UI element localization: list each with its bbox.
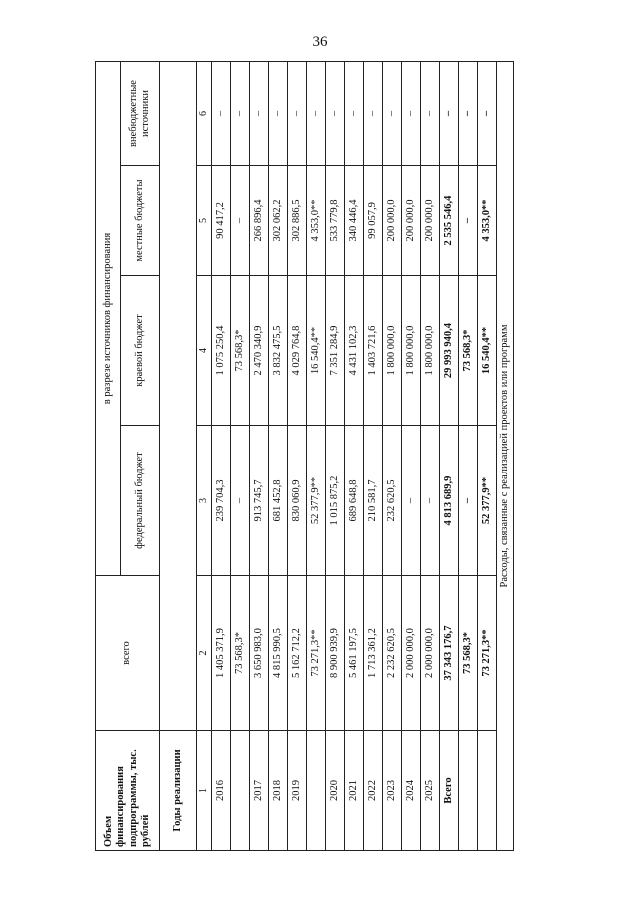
year-cell — [307, 731, 326, 851]
local-cell: 200 000,0 — [402, 166, 421, 276]
index-cell: 6 — [197, 61, 212, 165]
total-cell: 5 461 197,5 — [345, 576, 364, 731]
table-row — [402, 61, 421, 850]
local-cell: 4 353,0** — [307, 166, 326, 276]
extra-cell: – — [288, 61, 307, 165]
local-cell: 266 896,4 — [250, 166, 269, 276]
total-cell: 1 713 361,2 — [364, 576, 383, 731]
local-cell: 99 057,9 — [364, 166, 383, 276]
table-row — [421, 61, 440, 850]
total-regional-cell: 16 540,4** — [478, 276, 497, 426]
extra-cell: – — [345, 61, 364, 165]
total-cell: 1 405 371,9 — [212, 576, 231, 731]
year-cell: 2020 — [326, 731, 345, 851]
regional-cell: 4 431 102,3 — [345, 276, 364, 426]
table-row — [231, 61, 250, 850]
regional-cell: 1 075 250,4 — [212, 276, 231, 426]
extra-cell: – — [269, 61, 288, 165]
total-regional-cell: 29 993 940,4 — [440, 276, 459, 426]
extra-cell: – — [402, 61, 421, 165]
page-number: 36 — [312, 34, 328, 50]
header-spacer — [160, 61, 197, 730]
total-federal-cell: – — [459, 426, 478, 576]
extra-cell: – — [421, 61, 440, 165]
extra-cell: – — [383, 61, 402, 165]
total-total-cell: 37 343 176,7 — [440, 576, 459, 731]
local-cell: 302 062,2 — [269, 166, 288, 276]
year-cell: 2016 — [212, 731, 231, 851]
federal-cell: – — [402, 426, 421, 576]
regional-cell: 3 832 475,5 — [269, 276, 288, 426]
local-cell: 200 000,0 — [421, 166, 440, 276]
index-cell: 2 — [197, 576, 212, 731]
table-row — [269, 61, 288, 850]
index-cell: 3 — [197, 426, 212, 576]
federal-cell: 830 060,9 — [288, 426, 307, 576]
total-cell: 2 000 000,0 — [402, 576, 421, 731]
table-row — [345, 61, 364, 850]
regional-cell: 73 568,3* — [231, 276, 250, 426]
footnote: Расходы, связанные с реализацией проектов или программ — [497, 61, 514, 850]
total-row — [459, 61, 478, 850]
regional-cell: 1 800 000,0 — [383, 276, 402, 426]
table-row — [383, 61, 402, 850]
regional-cell: 1 800 000,0 — [421, 276, 440, 426]
extra-cell: – — [250, 61, 269, 165]
total-cell: 5 162 712,2 — [288, 576, 307, 731]
total-cell: 73 568,3* — [231, 576, 250, 731]
index-cell: 4 — [197, 276, 212, 426]
table-row — [212, 61, 231, 850]
rotated-page — [95, 62, 640, 847]
local-cell: 200 000,0 — [383, 166, 402, 276]
federal-cell: 210 581,7 — [364, 426, 383, 576]
financing-table — [95, 61, 514, 851]
year-cell: 2025 — [421, 731, 440, 851]
regional-cell: 1 800 000,0 — [402, 276, 421, 426]
federal-cell: 681 452,8 — [269, 426, 288, 576]
total-cell: 73 271,3** — [307, 576, 326, 731]
total-label-cell — [478, 731, 497, 851]
index-row — [197, 61, 212, 850]
total-federal-cell: 52 377,9** — [478, 426, 497, 576]
local-cell: 533 779,8 — [326, 166, 345, 276]
regional-cell: 16 540,4** — [307, 276, 326, 426]
extra-cell: – — [326, 61, 345, 165]
landscape-table-container — [95, 62, 510, 851]
year-cell: 2022 — [364, 731, 383, 851]
table-row — [326, 61, 345, 850]
table-row — [250, 61, 269, 850]
extra-cell: – — [212, 61, 231, 165]
regional-cell: 7 351 284,9 — [326, 276, 345, 426]
year-cell: 2017 — [250, 731, 269, 851]
federal-cell: 689 648,8 — [345, 426, 364, 576]
total-cell: 8 900 939,9 — [326, 576, 345, 731]
federal-cell: 52 377,9** — [307, 426, 326, 576]
total-extra-cell: – — [478, 61, 497, 165]
total-cell: 2 232 620,5 — [383, 576, 402, 731]
header-regional: краевой бюджет — [121, 276, 160, 426]
extra-cell: – — [364, 61, 383, 165]
total-local-cell: 2 535 546,4 — [440, 166, 459, 276]
header-federal: федеральный бюджет — [121, 426, 160, 576]
regional-cell: 2 470 340,9 — [250, 276, 269, 426]
header-local: местные бюджеты — [121, 166, 160, 276]
extra-cell: – — [231, 61, 250, 165]
total-extra-cell: – — [459, 61, 478, 165]
index-cell: 5 — [197, 166, 212, 276]
header-sources: в разрезе источников финансирования — [96, 61, 121, 575]
table-row — [307, 61, 326, 850]
total-cell: 2 000 000,0 — [421, 576, 440, 731]
year-cell: 2018 — [269, 731, 288, 851]
header-left: Объем финансирования подпрограммы, тыс. рублей — [96, 731, 160, 851]
federal-cell: 232 620,5 — [383, 426, 402, 576]
regional-cell: 1 403 721,6 — [364, 276, 383, 426]
local-cell: 340 446,4 — [345, 166, 364, 276]
header-extra: внебюджетные источники — [121, 61, 160, 165]
total-row — [440, 61, 459, 850]
total-extra-cell: – — [440, 61, 459, 165]
local-cell: – — [231, 166, 250, 276]
federal-cell: 239 704,3 — [212, 426, 231, 576]
local-cell: 90 417,2 — [212, 166, 231, 276]
year-cell: 2021 — [345, 731, 364, 851]
extra-cell: – — [307, 61, 326, 165]
total-cell: 4 815 990,5 — [269, 576, 288, 731]
table-row — [364, 61, 383, 850]
federal-cell: 1 015 875,2 — [326, 426, 345, 576]
total-label-cell — [459, 731, 478, 851]
local-cell: 302 886,5 — [288, 166, 307, 276]
total-local-cell: 4 353,0** — [478, 166, 497, 276]
total-cell: 3 650 983,0 — [250, 576, 269, 731]
table-row — [288, 61, 307, 850]
total-federal-cell: 4 813 689,9 — [440, 426, 459, 576]
year-cell — [231, 731, 250, 851]
federal-cell: 913 745,7 — [250, 426, 269, 576]
federal-cell: – — [421, 426, 440, 576]
regional-cell: 4 029 764,8 — [288, 276, 307, 426]
total-row — [478, 61, 497, 850]
year-cell: 2024 — [402, 731, 421, 851]
header-total: всего — [96, 576, 160, 731]
total-total-cell: 73 568,3* — [459, 576, 478, 731]
year-cell: 2023 — [383, 731, 402, 851]
index-cell: 1 — [197, 731, 212, 851]
total-total-cell: 73 271,3** — [478, 576, 497, 731]
year-cell: 2019 — [288, 731, 307, 851]
federal-cell: – — [231, 426, 250, 576]
total-local-cell: – — [459, 166, 478, 276]
total-regional-cell: 73 568,3* — [459, 276, 478, 426]
total-label-cell: Всего — [440, 731, 459, 851]
header-years: Годы реализации — [160, 731, 197, 851]
